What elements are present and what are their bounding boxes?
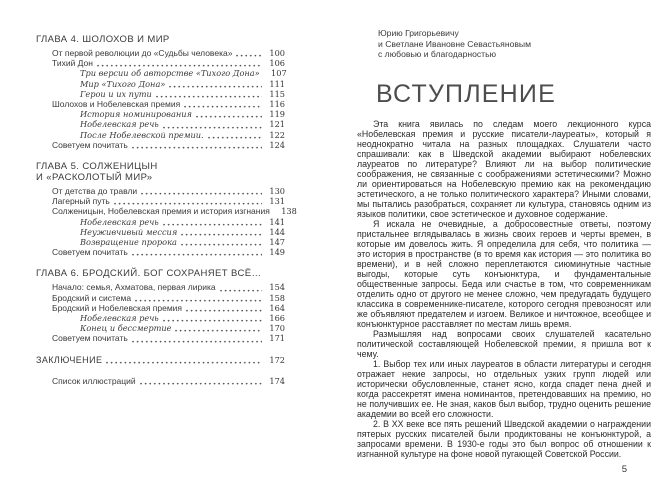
toc-entry-label: Бродский и Нобелевская премия [52,302,183,313]
toc-chapter-heading [36,161,285,183]
toc-entry-label: Советуем почитать [52,333,128,344]
toc-entry-label: Советуем почитать [52,247,128,258]
toc-entry-label: Лагерный путь [52,196,110,207]
toc-entry-page: 149 [269,247,285,258]
toc-leader-dots [220,289,262,292]
body-paragraph: 1. Выбор тех или иных лауреатов в области литературы и сегодня отражает некие запросы, но отдельных узких групп людей или исторически обусловленные, станет ясно, когда спадет пена дней и когда рассекретят имена номинантов, претендовавших на премию, но не получивших ее. Не зная, каков был выбор, трудно оценить решение академии во всей его сложности. [357,358,651,419]
toc-entry-page: 147 [269,237,285,248]
toc-leader-dots [156,95,262,98]
toc-entry-label: Тихий Дон [52,58,93,69]
right-page [357,28,651,459]
toc-entry-page: 172 [269,354,285,365]
dedication-line: с любовью и благодарностью [378,49,497,60]
toc-entry-page: 100 [269,48,285,58]
toc-entry-label: Мир «Тихого Дона» [80,78,166,89]
toc-entry-label: Нобелевская речь [80,313,159,324]
toc-items [36,376,285,386]
toc-entry-label: Конец и бессмертие [80,323,172,334]
toc-entry [36,196,285,206]
toc-entry-label: Три версии об авторстве «Тихого Дона» [80,68,260,79]
toc-entry-label: Советуем почитать [52,139,128,150]
toc-entry-page: 115 [269,88,285,99]
toc-items [36,355,285,365]
toc-entry [36,130,285,140]
toc-chapter-heading [36,34,285,45]
toc-entry-page: 166 [269,313,285,324]
toc-entry [36,376,285,386]
toc-leader-dots [163,319,262,322]
toc-entry-label: От детства до травли [52,186,138,197]
dedication [378,28,651,60]
toc-entry [36,227,285,237]
body-text [357,119,651,459]
toc-section [36,161,297,258]
toc-entry-label: Нобелевская речь [80,119,159,130]
toc-entry-page: 122 [269,129,285,140]
toc-entry-label: Шолохов и Нобелевская премия [52,99,181,110]
toc-entry-page: 164 [269,302,285,313]
toc-chapter-heading-line: ГЛАВА 5. СОЛЖЕНИЦЫН [36,161,158,173]
toc-leader-dots [236,54,262,57]
toc-section [36,376,285,386]
toc-entry [36,140,285,150]
toc-entry-page: 119 [269,109,285,120]
body-paragraph: Эта книга явилась по следам моего лекционного курса «Нобелевская премия и русские писатели-лауреаты», который я неоднократно читала на разных площадках. Слушатели часто спрашивали: как в Шведской академии выбирают нобелевских лауреатов по литературе? Влияют ли на выбор политические соображения, не связанные с соображениями эстетическими? Можно ли ориентироваться на Нобелевскую премию как на рекомендацию эстетического, а не только политического характера? Иными словами, мы пытались разобраться, сохраняет ли культура, становясь одним из языков политики, свое эстетическое и духовное содержание. [357,118,651,219]
toc-entry-label: После Нобелевской премии. [80,129,204,140]
dedication-line: и Светлане Ивановне Севастьяновым [378,38,532,49]
toc-entry-label: Список иллюстраций [52,375,136,386]
toc-leader-dots [106,361,262,364]
toc-entry [36,48,285,58]
toc-entry [36,247,285,257]
toc-section [36,34,285,150]
toc-chapter-heading-line: ГЛАВА 6. БРОДСКИЙ. БОГ СОХРАНЯЕТ ВСЁ… [36,268,262,280]
toc-entry-page: 144 [269,226,285,237]
toc-entry [36,89,285,99]
toc-entry-label: Неуживчивый мессия [80,226,178,237]
toc-leader-dots [140,382,262,385]
toc-chapter-heading-line: ГЛАВА 4. ШОЛОХОВ И МИР [36,34,170,45]
dedication-line: Юрию Григорьевичу [378,28,459,38]
toc-entry [36,282,285,292]
toc-entry-page: 174 [269,375,285,386]
toc-leader-dots [175,329,262,332]
toc-entry-label: Начало: семья, Ахматова, первая лирика [52,282,216,293]
toc-entry [36,119,285,129]
toc-entry-page: 170 [269,323,285,334]
toc-entry-label: История номинирования [80,109,192,120]
toc-leader-dots [181,243,262,246]
toc-entry-page: 124 [269,139,285,150]
toc-entry [36,68,285,78]
body-paragraph: 2. В XX веке все пять решений Шведской академии о награждении пятерых русских писателей были продиктованы не конъюнктурой, а запросами времени. В 1930-е годы это был вопрос об отношении к изгнанной культуре на фоне новой пугающей Советской России. [357,418,651,459]
toc-entry [36,99,285,109]
toc-entry-page: 107 [271,68,287,79]
toc-entry-page: 158 [269,292,285,303]
toc-leader-dots [186,309,262,312]
body-paragraph: Я искала не очевидные, а добросовестные ответы, поэтому пристальнее вглядывалась в жизнь своих героев и черты времен, в которые им довелось жить. Я определила для себя, что политика — это история в пространстве (в то время как история — это политика во времени), и в ней сложно переплетаются сиюминутные частные выгоды, которые суть конъюнктура, и фундаментальные общественные запросы. Беда или счастье в том, что современникам отделить одно от другого не менее сложно, чем предугадать будущего классика в современнике-писателе, которого сегодня превозносят или же объявляют предателем и изгоем. Великое и ничтожное, всеобщее и конъюнктурное расставляет по местам лишь время. [357,218,651,329]
toc-leader-dots [135,299,262,302]
toc-leader-dots [184,105,262,108]
toc-items [36,48,285,150]
toc-leader-dots [169,85,262,88]
toc-entry [36,109,285,119]
toc-entry-page: 171 [269,333,285,344]
table-of-contents [36,23,297,386]
toc-leader-dots [208,136,262,139]
toc-section [36,268,285,343]
toc-entry [36,186,285,196]
toc-entry [36,323,285,333]
toc-entry-page: 154 [269,282,285,293]
toc-entry-label: ЗАКЛЮЧЕНИЕ [36,354,103,365]
toc-entry [36,303,285,313]
toc-leader-dots [97,64,262,67]
toc-entry-page: 106 [269,58,285,69]
toc-items [36,186,297,258]
toc-entry-label: Солженицын, Нобелевская премия и история изгнания [52,206,270,217]
toc-leader-dots [163,223,262,226]
toc-entry-label: Нобелевская речь [80,216,159,227]
toc-entry-page: 121 [269,119,285,130]
toc-items [36,282,285,343]
chapter-title: ВСТУПЛЕНИЕ [376,79,556,108]
toc-section [36,355,285,365]
toc-entry-label: Герои и их пути [80,88,152,99]
toc-entry-label: Бродский и система [52,292,132,303]
toc-entry [36,217,285,227]
toc-entry-page: 130 [269,186,285,197]
toc-leader-dots [132,253,262,256]
toc-leader-dots [114,202,262,205]
toc-entry [36,58,285,68]
toc-entry-label: От первой революции до «Судьбы человека» [52,48,233,58]
toc-entry [36,313,285,323]
toc-entry-page: 131 [269,196,285,207]
toc-entry [36,237,285,247]
toc-entry-page: 138 [281,206,297,217]
toc-entry [36,333,285,343]
toc-entry-page: 111 [269,78,285,89]
toc-entry [36,79,285,89]
toc-entry [36,355,285,365]
toc-leader-dots [141,192,262,195]
toc-chapter-heading [36,268,285,279]
body-paragraph: Размышляя над вопросами своих слушателей касательно политической составляющей Нобелевской премии, я пришла вот к чему. [357,328,651,359]
page-number: 5 [621,464,627,475]
toc-entry [36,206,297,217]
toc-leader-dots [132,146,262,149]
toc-leader-dots [181,233,262,236]
toc-entry-page: 141 [269,216,285,227]
toc-entry-page: 116 [269,99,285,110]
toc-chapter-heading-line: И «РАСКОЛОТЫЙ МИР» [36,172,153,184]
toc-leader-dots [196,115,262,118]
toc-entry [36,293,285,303]
toc-leader-dots [132,340,262,343]
toc-entry-label: Возвращение пророка [80,237,177,248]
toc-leader-dots [163,126,262,129]
